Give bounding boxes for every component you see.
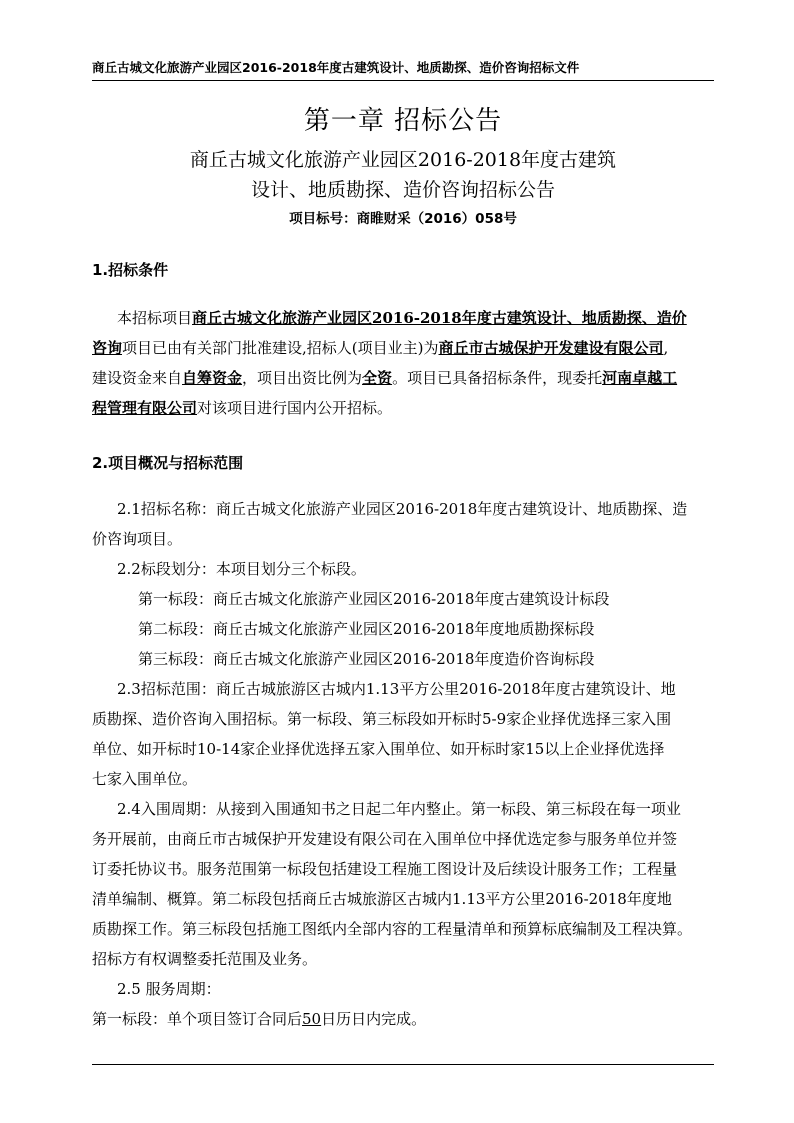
- paragraph-line: 清单编制、概算。第二标段包括商丘古城旅游区古城内1.13平方公里2016-2018年度地: [92, 890, 672, 908]
- text-run: 。项目已具备招标条件，现委托: [392, 369, 603, 387]
- paragraph-line: 2.4入围周期：从接到入围通知书之日起二年内整止。第一标段、第三标段在每一项业: [117, 800, 681, 818]
- paragraph-line: [92, 1004, 714, 1034]
- text-run: 本招标项目: [117, 309, 193, 327]
- lot-item: 第三标段：商丘古城文化旅游产业园区2016-2018年度造价咨询标段: [138, 650, 595, 668]
- text-run: 项目已由有关部门批准建设,招标人(项目业主)为: [122, 339, 439, 357]
- agency-name: 河南卓越工: [602, 369, 678, 387]
- section-1-heading: 1.招标条件: [92, 261, 169, 279]
- paragraph-line: 2.1招标名称：商丘古城文化旅游产业园区2016-2018年度古建筑设计、地质勘探、造: [117, 500, 688, 518]
- paragraph-line: 质勘探、造价咨询入围招标。第一标段、第三标段如开标时5-9家企业择优选择三家入围: [92, 710, 672, 728]
- header-rule: [92, 80, 714, 81]
- paragraph-line: 七家入围单位。: [92, 770, 198, 788]
- text-run: 第一标段：单个项目签订合同后: [92, 1010, 303, 1028]
- paragraph-line: [92, 333, 714, 363]
- paragraph-line: [92, 303, 714, 333]
- text-run: ，项目出资比例为: [242, 369, 363, 387]
- announcement-title-line-2: 设计、地质勘探、造价咨询招标公告: [250, 179, 555, 201]
- text-run: 建设资金来自: [92, 369, 183, 387]
- project-number: 项目标号：商睢财采（2016）058号: [289, 211, 517, 227]
- fund-ratio: 全资: [362, 369, 393, 387]
- paragraph-line: 招标方有权调整委托范围及业务。: [92, 950, 318, 968]
- section-2-body: [92, 494, 714, 1034]
- paragraph-line: 2.2标段划分：本项目划分三个标段。: [117, 560, 366, 578]
- paragraph-line: 单位、如开标时10-14家企业择优选择五家入围单位、如开标时家15以上企业择优选择: [92, 740, 665, 758]
- chapter-title: 第一章 招标公告: [303, 106, 503, 136]
- paragraph-line: 价咨询项目。: [92, 530, 183, 548]
- paragraph-line: 订委托协议书。服务范围第一标段包括建设工程施工图设计及后续设计服务工作；工程量: [92, 860, 678, 878]
- project-name-underlined: 咨询: [92, 339, 123, 357]
- paragraph-line: 2.5 服务周期：: [117, 980, 221, 998]
- paragraph-line: 质勘探工作。第三标段包括施工图纸内全部内容的工程量清单和预算标底编制及工程决算。: [92, 920, 693, 938]
- section-2-heading: 2.项目概况与招标范围: [92, 454, 244, 472]
- lot-item: 第二标段：商丘古城文化旅游产业园区2016-2018年度地质勘探标段: [138, 620, 595, 638]
- agency-name: 程管理有限公司: [92, 399, 198, 417]
- fund-source: 自筹资金: [182, 369, 243, 387]
- text-run: ,: [663, 339, 669, 357]
- footer-rule: [92, 1064, 714, 1065]
- tenderer-name: 商丘市古城保护开发建设有限公司: [438, 339, 664, 357]
- service-days: 50: [302, 1010, 322, 1028]
- paragraph-line: 务开展前，由商丘市古城保护开发建设有限公司在入围单位中择优选定参与服务单位并签: [92, 830, 678, 848]
- paragraph-line: [92, 393, 714, 423]
- lot-item: 第一标段：商丘古城文化旅游产业园区2016-2018年度古建筑设计标段: [138, 590, 610, 608]
- paragraph-line: [92, 363, 714, 393]
- announcement-title-line-1: 商丘古城文化旅游产业园区2016-2018年度古建筑: [189, 149, 617, 171]
- text-run: 日历日内完成。: [321, 1010, 427, 1028]
- paragraph-line: 2.3招标范围：商丘古城旅游区古城内1.13平方公里2016-2018年度古建筑设计、地: [117, 680, 676, 698]
- running-header: 商丘古城文化旅游产业园区2016-2018年度古建筑设计、地质勘探、造价咨询招标文件: [92, 60, 580, 75]
- text-run: 对该项目进行国内公开招标。: [197, 399, 393, 417]
- project-name-underlined: 商丘古城文化旅游产业园区2016-2018年度古建筑设计、地质勘探、造价: [192, 309, 687, 327]
- section-1-paragraph: [92, 303, 714, 423]
